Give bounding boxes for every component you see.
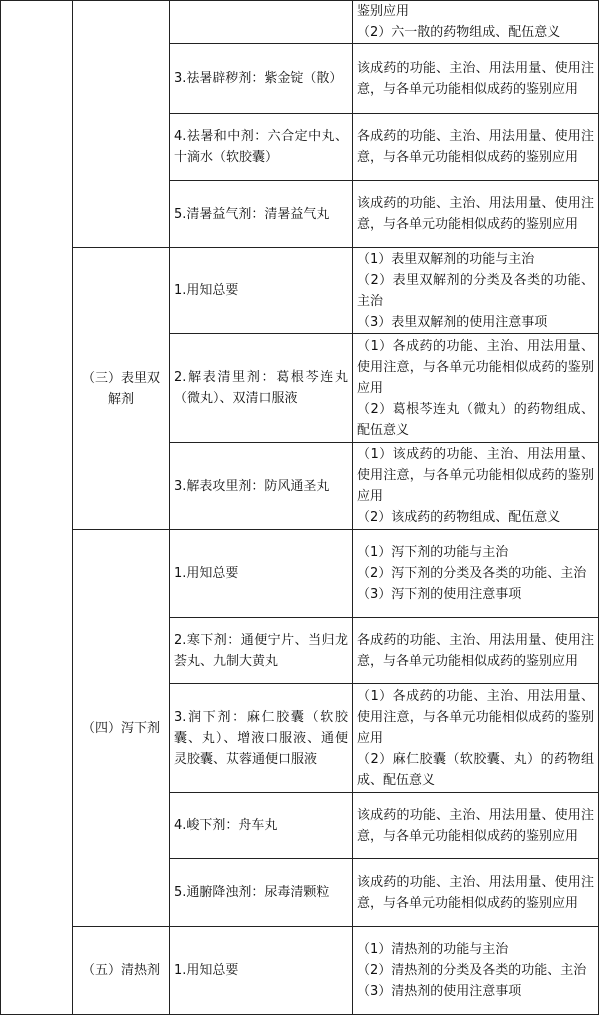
content-line: 该成药的功能、主治、用法用量、使用注意，与各单元功能相似成药的鉴别应用 [357,874,594,911]
content-line: （2）泻下剂的分类及各类的功能、主治 [357,566,587,581]
content-line: （3）表里双解剂的使用注意事项 [357,314,548,330]
topic-cell: 3.润下剂：麻仁胶囊（软胶囊、丸）、增液口服液、通便灵胶囊、苁蓉通便口服液 [170,684,353,793]
content-line: （1）表里双解剂的功能与主治 [357,251,535,267]
topic-cell: 2.寒下剂：通便宁片、当归龙荟丸、九制大黄丸 [170,618,353,684]
content-cell [353,859,599,927]
content-cell [353,248,599,334]
content-line: （1）清热剂的功能与主治 [357,942,509,957]
content-cell [353,114,599,181]
topic-cell: 1.用知总要 [170,530,353,618]
content-line: （2）麻仁胶囊（软胶囊、丸）的药物组成、配伍意义 [357,751,594,788]
section-name-cell [73,1,170,248]
content-cell [353,334,599,443]
content-line: （1）各成药的功能、主治、用法用量、使用注意，与各单元功能相似成药的鉴别应用 [357,688,594,746]
section-name-cell: （五）清热剂 [73,927,170,1015]
content-line: （2）表里双解剂的分类及各类的功能、主治 [357,272,594,309]
topic-cell: 1.用知总要 [170,927,353,1015]
section-name-cell: （四）泻下剂 [73,530,170,927]
content-cell [353,443,599,530]
section-name-cell: （三）表里双解剂 [73,248,170,530]
content-line: 该成药的功能、主治、用法用量、使用注意，与各单元功能相似成药的鉴别应用 [357,196,594,232]
content-cell [353,684,599,793]
outer-column-cell [1,1,73,1015]
content-line: 各成药的功能、主治、用法用量、使用注意，与各单元功能相似成药的鉴别应用 [357,129,594,165]
content-line: （1）该成药的功能、主治、用法用量、使用注意，与各单元功能相似成药的鉴别应用 [357,447,594,504]
content-line: （3）清热剂的使用注意事项 [357,984,522,999]
content-line: 该成药的功能、主治、用法用量、使用注意，与各单元功能相似成药的鉴别应用 [357,807,594,844]
table-row [1,1,599,44]
content-line: （1）泻下剂的功能与主治 [357,545,509,560]
content-cell [353,44,599,114]
topic-cell: 1.用知总要 [170,248,353,334]
content-line: （2）葛根芩连丸（微丸）的药物组成、配伍意义 [357,401,594,438]
topic-cell: 5.清暑益气剂：清暑益气丸 [170,181,353,248]
content-line: 鉴别应用 [357,4,410,19]
content-cell [353,1,599,44]
table-row [1,248,599,334]
table-row [1,927,599,1015]
content-line: 该成药的功能、主治、用法用量、使用注意，与各单元功能相似成药的鉴别应用 [357,60,594,97]
content-line: （2）该成药的药物组成、配伍意义 [357,510,561,525]
topic-cell: 3.解表攻里剂：防风通圣丸 [170,443,353,530]
content-line: （1）各成药的功能、主治、用法用量、使用注意，与各单元功能相似成药的鉴别应用 [357,338,594,396]
topic-cell: 5.通腑降浊剂：尿毒清颗粒 [170,859,353,927]
table-row [1,530,599,618]
content-line: （2）清热剂的分类及各类的功能、主治 [357,963,587,978]
topic-cell: 4.祛暑和中剂：六合定中丸、十滴水（软胶囊） [170,114,353,181]
content-cell [353,793,599,859]
content-cell [353,530,599,618]
topic-cell: 4.峻下剂：舟车丸 [170,793,353,859]
topic-cell: 2.解表清里剂：葛根芩连丸（微丸）、双清口服液 [170,334,353,443]
content-line: 各成药的功能、主治、用法用量、使用注意，与各单元功能相似成药的鉴别应用 [357,632,594,669]
content-line: （2）六一散的药物组成、配伍意义 [357,25,561,40]
topic-cell [170,1,353,44]
content-cell [353,181,599,248]
content-cell [353,618,599,684]
topic-cell: 3.祛暑辟秽剂：紫金锭（散） [170,44,353,114]
content-line: （3）泻下剂的使用注意事项 [357,587,522,602]
content-cell [353,927,599,1015]
